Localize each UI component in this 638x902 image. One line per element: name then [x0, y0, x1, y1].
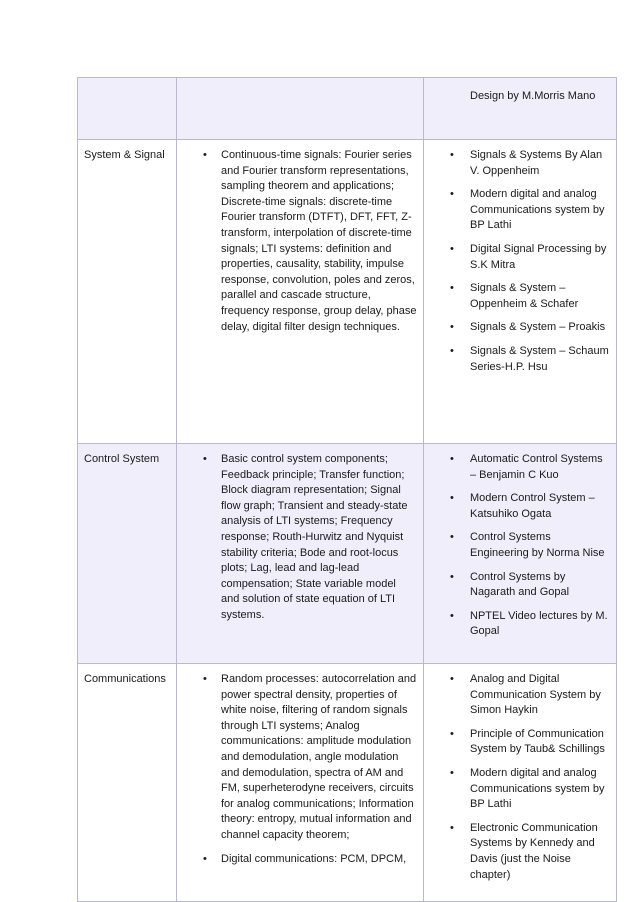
bullet-icon: • [450, 282, 454, 295]
topic-text: Basic control system components; Feedback principle; Transfer function; Block diagram representation; Signal flow graph; Transient and steady-state analysis of LTI systems; Frequency response; Routh-Hurwitz and Nyquist stability criteria; Bode and root-locus plots; Lag, lead and lag-lead compensation; State variable model and solution of state equation of LTI systems. [221, 453, 408, 621]
subject-cell [78, 664, 177, 902]
book-text: Control Systems Engineering by Norma Nise [470, 531, 605, 559]
books-cell [424, 444, 617, 664]
book-item [430, 491, 610, 522]
books-cell [424, 664, 617, 902]
bullet-icon: • [203, 453, 207, 465]
topics-cell [177, 140, 424, 444]
table-row-communications [78, 664, 617, 902]
bullet-icon: • [203, 852, 207, 865]
book-text: Automatic Control Systems – Benjamin C Kuo [470, 453, 603, 481]
bullet-icon: • [450, 609, 454, 622]
reference-text: Design by M.Morris Mano [470, 90, 596, 102]
subject-label: Communications [84, 673, 166, 685]
book-text: Signals & Systems By Alan V. Oppenheim [470, 149, 603, 177]
book-item [430, 570, 610, 601]
books-cell [424, 140, 617, 444]
book-text: Modern digital and analog Communications system by BP Lathi [470, 766, 605, 811]
book-item [430, 530, 610, 561]
reference-cell [424, 78, 617, 140]
bullet-icon: • [450, 673, 454, 685]
table-row-system-signal [78, 140, 617, 444]
topics-cell [177, 664, 424, 902]
topic-item [183, 672, 417, 844]
subject-cell [78, 444, 177, 664]
book-item [430, 727, 610, 758]
book-item [430, 672, 610, 719]
book-item [430, 320, 610, 336]
syllabus-table [77, 77, 617, 902]
topic-item [183, 148, 417, 335]
bullet-icon: • [450, 453, 454, 465]
bullet-icon: • [450, 188, 454, 201]
book-text: Control Systems by Nagarath and Gopal [470, 570, 570, 599]
table-row-continued [78, 78, 617, 140]
book-item [430, 821, 610, 883]
book-text: Principle of Communication System by Taub& Schillings [470, 727, 605, 756]
subject-label: System & Signal [84, 149, 165, 161]
topic-text: Random processes: autocorrelation and power spectral density, properties of white noise, filtering of random signals through LTI systems; Analog communications: amplitude modulation and demodulation, angle modulation and demodulation, spectra of AM and FM, superheterodyne receivers, circuits for analog communications; Information theory: entropy, mutual information and channel capacity theorem; [221, 673, 417, 841]
book-item [430, 281, 610, 312]
bullet-icon: • [203, 673, 207, 685]
bullet-icon: • [450, 821, 454, 834]
bullet-icon: • [450, 321, 454, 334]
topic-item [183, 852, 417, 868]
subject-cell [78, 78, 177, 140]
book-item [430, 344, 610, 375]
book-item [430, 148, 610, 179]
bullet-icon: • [203, 149, 207, 161]
subject-cell [78, 140, 177, 444]
topic-item [183, 452, 417, 624]
bullet-icon: • [450, 149, 454, 161]
bullet-icon: • [450, 492, 454, 505]
bullet-icon: • [450, 242, 454, 255]
bullet-icon: • [450, 344, 454, 357]
book-text: NPTEL Video lectures by M. Gopal [470, 609, 608, 638]
book-text: Modern digital and analog Communications system by BP Lathi [470, 188, 605, 232]
book-text: Signals & System – Proakis [470, 321, 606, 334]
topic-text: Digital communications: PCM, DPCM, [221, 852, 407, 865]
topic-text: Continuous-time signals: Fourier series and Fourier transform representations, sampling theorem and applications; Discrete-time signals: discrete-time Fourier transform (DTFT), DFT, FFT, Z-transform, interpolation of discrete-time signals; LTI systems: definition and properties, causality, stability, impulse response, convolution, poles and zeros, parallel and cascade structure, frequency response, group delay, phase delay, digital filter design techniques. [221, 149, 417, 333]
book-item [430, 187, 610, 234]
book-text: Analog and Digital Communication System by Simon Haykin [470, 673, 601, 717]
bullet-icon: • [450, 531, 454, 544]
book-text: Modern Control System – Katsuhiko Ogata [470, 492, 595, 520]
book-item [430, 242, 610, 273]
topics-cell [177, 78, 424, 140]
book-item [430, 766, 610, 813]
table-row-control-system [78, 444, 617, 664]
book-text: Signals & System – Schaum Series-H.P. Hsu [470, 344, 609, 373]
book-text: Digital Signal Processing by S.K Mitra [470, 242, 607, 271]
book-text: Signals & System – Oppenheim & Schafer [470, 282, 579, 310]
topics-cell [177, 444, 424, 664]
book-text: Electronic Communication Systems by Kennedy and Davis (just the Noise chapter) [470, 821, 598, 881]
subject-label: Control System [84, 453, 160, 465]
bullet-icon: • [450, 570, 454, 583]
book-item [430, 609, 610, 640]
bullet-icon: • [450, 727, 454, 740]
bullet-icon: • [450, 766, 454, 779]
book-item [430, 452, 610, 483]
